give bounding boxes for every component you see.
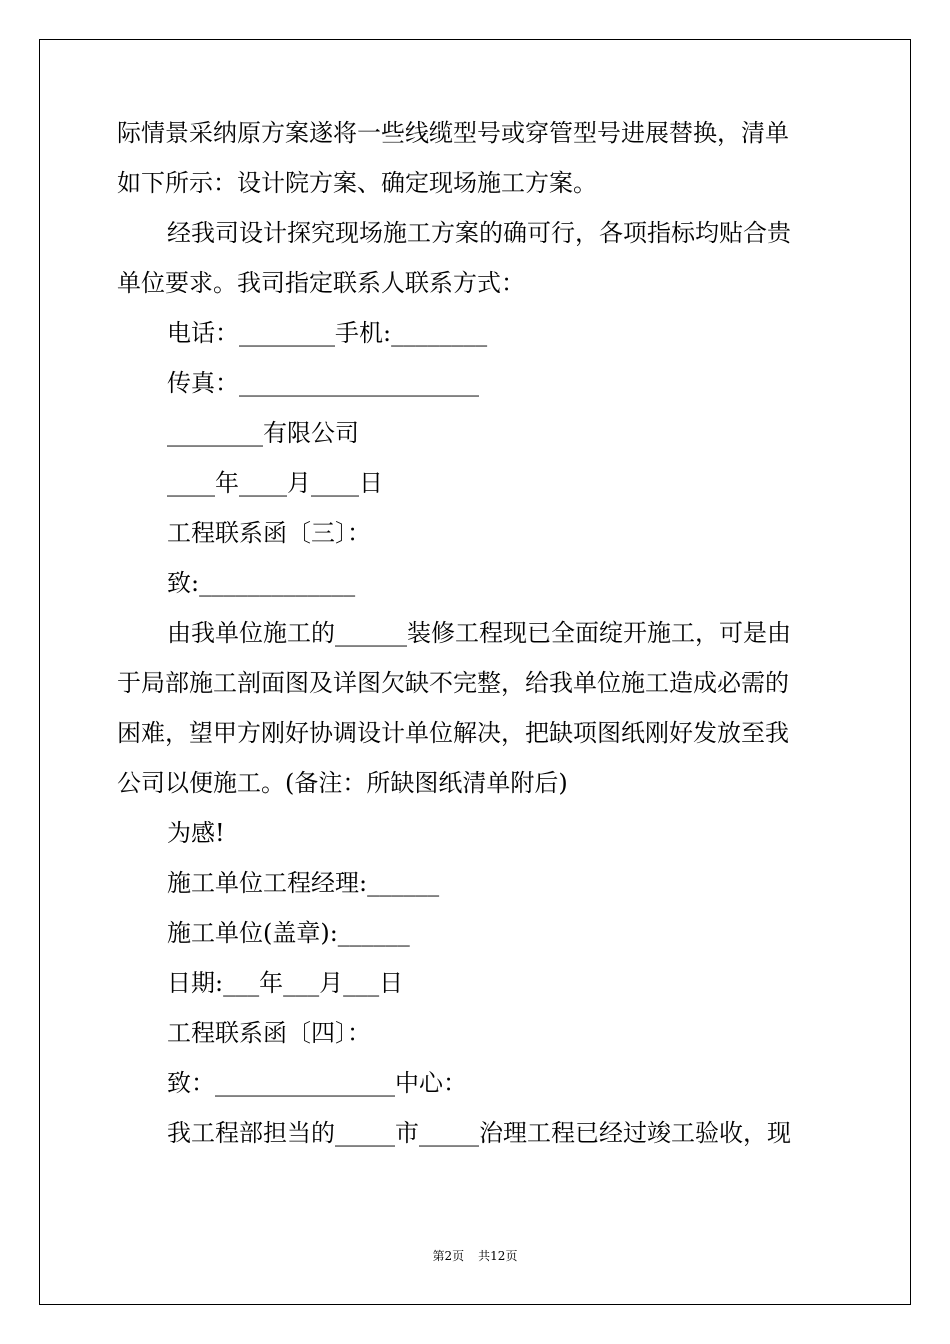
text-line-13: 困难，望甲方刚好协调设计单位解决，把缺项图纸刚好发放至我: [117, 719, 789, 747]
text-line-3: 经我司设计探究现场施工方案的确可行，各项指标均贴合贵: [167, 219, 791, 247]
page-number: 第2页: [432, 1249, 465, 1263]
phone-line: 电话：________手机:________: [167, 319, 488, 347]
text-line-21: 我工程部担当的_____市_____治理工程已经过竣工验收，现: [167, 1119, 791, 1147]
manager-line: 施工单位工程经理:______: [167, 869, 440, 897]
signature-date-line: 日期:___年___月___日: [167, 969, 404, 997]
company-line: ________有限公司: [167, 419, 359, 447]
section-heading-4: 工程联系函〔四〕：: [167, 1019, 371, 1047]
page-footer: [0, 1248, 950, 1264]
document-body: [117, 108, 835, 1158]
closing-line: 为感!: [167, 819, 225, 847]
text-line-2: 如下所示：设计院方案、确定现场施工方案。: [117, 169, 597, 197]
section-heading-3: 工程联系函〔三〕：: [167, 519, 371, 547]
fax-line: 传真：____________________: [167, 369, 479, 397]
text-line-11: 由我单位施工的______装修工程现已全面绽开施工，可是由: [167, 619, 791, 647]
recipient-line-3: 致:_____________: [167, 569, 356, 597]
text-line-4: 单位要求。我司指定联系人联系方式：: [117, 269, 525, 297]
date-line: ____年____月____日: [167, 469, 383, 497]
page-total: 共12页: [478, 1249, 518, 1263]
seal-line: 施工单位(盖章):______: [167, 919, 410, 947]
recipient-line-4: 致：_______________中心：: [167, 1069, 467, 1097]
text-line-12: 于局部施工剖面图及详图欠缺不完整，给我单位施工造成必需的: [117, 669, 789, 697]
text-line-14: 公司以便施工。(备注：所缺图纸清单附后): [117, 769, 568, 797]
text-line-1: 际情景采纳原方案遂将一些线缆型号或穿管型号进展替换，清单: [117, 119, 789, 147]
